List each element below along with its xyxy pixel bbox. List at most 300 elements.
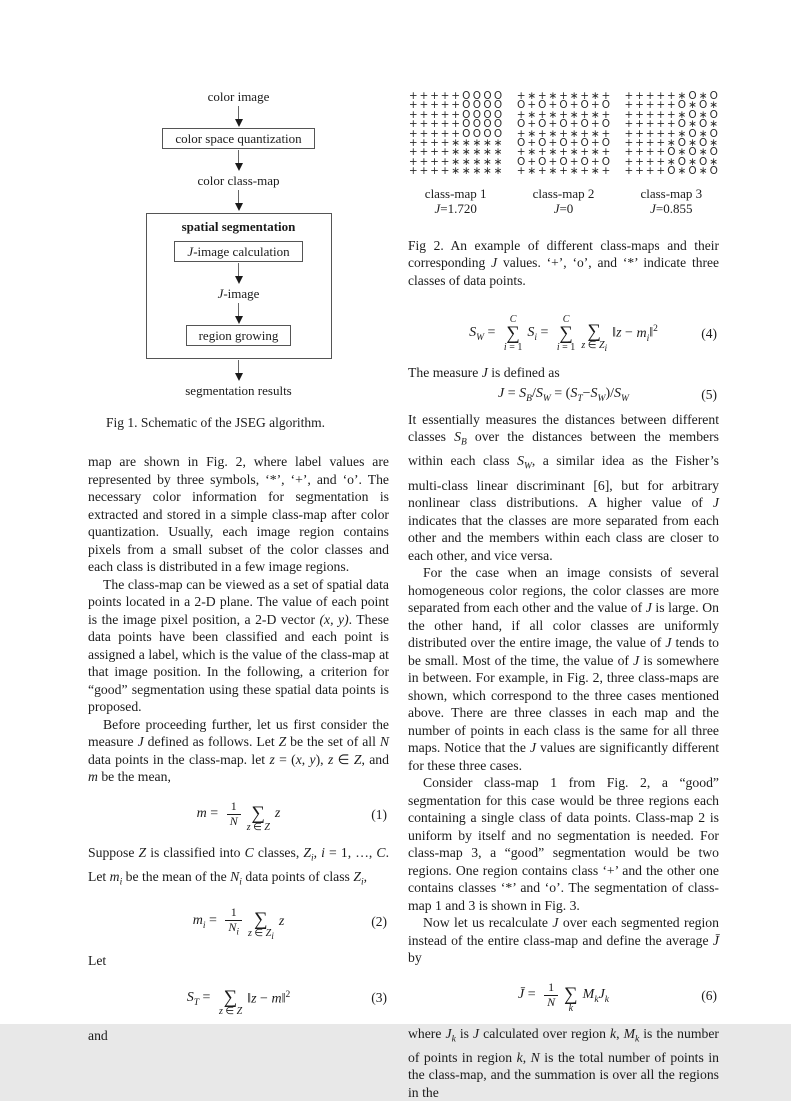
map-symbol: ∗	[461, 167, 472, 176]
map-symbol: +	[429, 148, 440, 157]
paragraph-measure-defined: The measure J is defined as	[408, 364, 719, 382]
map-symbol: O	[677, 158, 688, 167]
word-let: Let	[88, 952, 389, 970]
arrow-head	[235, 276, 243, 284]
map-symbol: O	[472, 130, 483, 139]
flow-label-j-image: J-image	[218, 285, 260, 302]
map-symbol: O	[687, 167, 698, 176]
map-symbol: ∗	[677, 167, 688, 176]
map-symbol: +	[419, 101, 430, 110]
map-symbol: ∗	[708, 158, 719, 167]
map-symbol: O	[472, 111, 483, 120]
map-symbol: +	[569, 101, 580, 110]
map-symbol: +	[548, 101, 559, 110]
map-symbol: +	[408, 111, 419, 120]
map-symbol: +	[666, 130, 677, 139]
map-symbol: +	[634, 111, 645, 120]
map-symbol: +	[429, 120, 440, 129]
map-symbol: +	[590, 120, 601, 129]
map-symbol: +	[429, 139, 440, 148]
eq-term: m =	[197, 806, 222, 822]
map-symbol: O	[516, 120, 527, 129]
grid-row	[516, 167, 611, 176]
equation-5	[408, 385, 719, 405]
map-symbol: O	[493, 101, 504, 110]
map-symbol: ∗	[569, 167, 580, 176]
map-symbol: +	[408, 92, 419, 101]
map-symbol: O	[708, 111, 719, 120]
map-symbol: O	[537, 101, 548, 110]
map-symbol: O	[493, 92, 504, 101]
map-symbol: +	[408, 101, 419, 110]
map-symbol: +	[655, 101, 666, 110]
map-symbol: ∗	[472, 167, 483, 176]
map-symbol: +	[440, 120, 451, 129]
equation-body	[197, 795, 281, 834]
left-column	[88, 88, 389, 1047]
classmap-3-label: class-map 3	[640, 186, 702, 201]
map-symbol: ∗	[698, 130, 709, 139]
word-and: and	[88, 1027, 389, 1045]
map-symbol: ∗	[482, 139, 493, 148]
map-symbol: +	[579, 111, 590, 120]
flow-box-region-growing: region growing	[186, 325, 292, 346]
map-symbol: ∗	[526, 167, 537, 176]
map-symbol: ∗	[548, 167, 559, 176]
map-symbol: O	[601, 158, 612, 167]
map-symbol: +	[601, 167, 612, 176]
paragraph-for-the-case: For the case when an image consists of several homogeneous color regions, the color classes are more separated from each other and the value of J is large. On the other hand, if all color classes are uniformly distributed over the entire image, the value of J tends to be small. Most of the time, the value of J is somewhere in between. For example, in Fig. 2, three class-maps are shown, which correspond to the three cases mentioned above. There are three classes in each map and the number of points in each class is the same for all three maps. Notice that the J values are significantly different for these three cases.	[408, 564, 719, 774]
map-symbol: O	[601, 101, 612, 110]
map-symbol: +	[645, 158, 656, 167]
map-symbol: O	[579, 158, 590, 167]
eq-term: $M_kJ_k$	[583, 987, 609, 1005]
arrow-head	[235, 163, 243, 171]
map-symbol: ∗	[590, 130, 601, 139]
map-symbol: +	[645, 92, 656, 101]
map-symbol: ∗	[461, 139, 472, 148]
classmap-1-grid	[408, 92, 503, 177]
figure1-flowchart	[88, 88, 389, 399]
map-symbol: +	[440, 101, 451, 110]
map-symbol: O	[708, 167, 719, 176]
down-arrow-icon	[235, 150, 243, 171]
map-symbol: +	[655, 148, 666, 157]
map-symbol: O	[493, 111, 504, 120]
map-symbol: +	[645, 139, 656, 148]
map-symbol: +	[440, 139, 451, 148]
map-symbol: ∗	[698, 167, 709, 176]
map-symbol: O	[687, 111, 698, 120]
map-symbol: O	[516, 101, 527, 110]
arrow-head	[235, 119, 243, 127]
arrow-head	[235, 203, 243, 211]
classmap-3-grid	[624, 92, 719, 177]
map-symbol: +	[579, 92, 590, 101]
equation-2	[88, 901, 389, 943]
map-symbol: ∗	[548, 92, 559, 101]
map-symbol: +	[624, 167, 635, 176]
figure2-caption: Fig 2. An example of different class-maps and their corresponding J values. ‘+’, ‘o’, and ‘*’ indicate three classes of data points.	[408, 237, 719, 290]
map-symbol: O	[461, 111, 472, 120]
map-symbol: +	[590, 101, 601, 110]
equation-6	[408, 976, 719, 1016]
eq-term: $S_W$ =	[469, 325, 499, 343]
eq-term: $S_T$ =	[187, 990, 214, 1008]
map-symbol: ∗	[450, 167, 461, 176]
map-symbol: +	[666, 92, 677, 101]
grid-row	[624, 167, 719, 176]
equation-4	[408, 313, 719, 355]
figure2-classmaps	[408, 92, 719, 217]
map-symbol: +	[590, 139, 601, 148]
map-symbol: ∗	[569, 111, 580, 120]
map-symbol: O	[677, 120, 688, 129]
equation-number: (2)	[371, 914, 387, 930]
map-symbol: O	[698, 158, 709, 167]
map-symbol: +	[537, 111, 548, 120]
down-arrow-icon	[235, 106, 243, 127]
map-symbol: +	[601, 130, 612, 139]
map-symbol: ∗	[666, 158, 677, 167]
arrow-head	[235, 373, 243, 381]
map-symbol: ∗	[590, 148, 601, 157]
map-symbol: ∗	[526, 148, 537, 157]
map-symbol: +	[419, 139, 430, 148]
classmap-1	[408, 92, 503, 217]
map-symbol: +	[419, 167, 430, 176]
map-symbol: +	[655, 111, 666, 120]
fraction: $\frac{1}{N}$	[544, 981, 558, 1010]
map-symbol: O	[461, 101, 472, 110]
map-symbol: O	[482, 92, 493, 101]
map-symbol: +	[666, 120, 677, 129]
map-symbol: +	[408, 158, 419, 167]
summation: ∑ k	[564, 976, 578, 1015]
map-symbol: ∗	[708, 120, 719, 129]
map-symbol: ∗	[677, 130, 688, 139]
map-symbol: +	[558, 111, 569, 120]
map-symbol: +	[450, 130, 461, 139]
paragraph-map-shown: map are shown in Fig. 2, where label values are represented by three symbols, ‘*’, ‘+’, and ‘o’. The necessary color information for segmentation is extracted and stored in a simple class-map after color quantization. Usually, each image region contains pixels from a small subset of the color classes and each class is distributed in a few image regions.	[88, 453, 389, 576]
classmap-2-label: class-map 2	[533, 186, 595, 201]
flow-box-spatial-segmentation	[146, 213, 332, 359]
map-symbol: +	[624, 111, 635, 120]
map-symbol: +	[558, 167, 569, 176]
map-symbol: +	[634, 158, 645, 167]
map-symbol: +	[624, 101, 635, 110]
map-symbol: O	[601, 139, 612, 148]
map-symbol: O	[687, 130, 698, 139]
map-symbol: +	[634, 101, 645, 110]
down-arrow-icon	[235, 263, 243, 284]
map-symbol: +	[429, 92, 440, 101]
map-symbol: +	[419, 148, 430, 157]
map-symbol: ∗	[698, 92, 709, 101]
map-symbol: O	[558, 120, 569, 129]
map-symbol: ∗	[461, 158, 472, 167]
fraction: $\frac{1}{N_i}$	[225, 906, 242, 938]
map-symbol: +	[516, 148, 527, 157]
map-symbol: ∗	[590, 111, 601, 120]
map-symbol: ∗	[548, 130, 559, 139]
equation-body	[498, 386, 629, 404]
map-symbol: +	[408, 148, 419, 157]
paragraph-consider-classmap: Consider class-map 1 from Fig. 2, a “good” segmentation for this case would be three regions each containing a single class of data points. Class-map 2 is uniform by itself and no segmentation is needed. For class-map 3, a “good” segmentation would be two regions. One region contains class ‘+’ and the other one contains classes ‘*’ and ‘o’. The segmentation of class-map 1 and 3 is shown in Fig. 3.	[408, 774, 719, 914]
map-symbol: ∗	[450, 158, 461, 167]
map-symbol: O	[708, 92, 719, 101]
map-symbol: +	[537, 130, 548, 139]
map-symbol: ∗	[569, 148, 580, 157]
map-symbol: ∗	[708, 101, 719, 110]
map-symbol: +	[634, 130, 645, 139]
equation-number: (5)	[701, 387, 717, 403]
map-symbol: O	[666, 167, 677, 176]
paragraph-where-jk: where $J_k$ is J calculated over region k, $M_k$ is the number of points in region k, N is the total number of points in the class-map, and the summation is over all the regions in the	[408, 1025, 719, 1101]
map-symbol: +	[408, 167, 419, 176]
eq-term: ‖z − m‖$^2$	[247, 990, 290, 1008]
map-symbol: ∗	[526, 130, 537, 139]
map-symbol: ∗	[493, 158, 504, 167]
map-symbol: ∗	[526, 111, 537, 120]
right-column	[408, 92, 719, 1101]
map-symbol: ∗	[482, 148, 493, 157]
map-symbol: +	[419, 92, 430, 101]
map-symbol: O	[537, 120, 548, 129]
eq-term: ‖z − $m_i‖^2$	[612, 324, 658, 343]
paragraph-essentially-measures: It essentially measures the distances between different classes $S_B$ over the distances between the members within each class $S_W$, a similar idea as the Fisher’s multi-class linear discriminant [6], but for arbitrary nonlinear class distributions. A higher value of J indicates that the classes are more separated from each other and the members within each class are closer to each other, and vice versa.	[408, 411, 719, 564]
map-symbol: +	[624, 139, 635, 148]
map-symbol: ∗	[590, 92, 601, 101]
flow-label-color-image: color image	[208, 88, 270, 105]
classmap-2-grid	[516, 92, 611, 177]
map-symbol: +	[429, 158, 440, 167]
map-symbol: +	[408, 130, 419, 139]
classmap-1-jvalue: J=1.720	[434, 201, 476, 217]
map-symbol: +	[624, 148, 635, 157]
map-symbol: O	[601, 120, 612, 129]
map-symbol: ∗	[687, 139, 698, 148]
map-symbol: +	[408, 139, 419, 148]
flow-label-color-class-map: color class-map	[198, 172, 280, 189]
map-symbol: O	[493, 130, 504, 139]
map-symbol: O	[666, 148, 677, 157]
map-symbol: O	[493, 120, 504, 129]
map-symbol: ∗	[493, 167, 504, 176]
map-symbol: +	[634, 148, 645, 157]
map-symbol: O	[482, 130, 493, 139]
map-symbol: +	[655, 167, 666, 176]
flow-box-j-image-calculation: J-image calculation	[174, 241, 302, 262]
map-symbol: ∗	[677, 92, 688, 101]
summation: ∑ z ∈ $Z_i$	[581, 313, 607, 355]
paragraph-now-recalculate: Now let us recalculate J over each segmented region instead of the entire class-map and define the average J̄ by	[408, 914, 719, 967]
map-symbol: ∗	[472, 139, 483, 148]
map-symbol: O	[537, 158, 548, 167]
map-symbol: +	[645, 120, 656, 129]
flow-label-segmentation-results: segmentation results	[185, 382, 292, 399]
map-symbol: +	[419, 120, 430, 129]
map-symbol: O	[482, 111, 493, 120]
map-symbol: ∗	[461, 148, 472, 157]
map-symbol: +	[645, 148, 656, 157]
map-symbol: +	[450, 101, 461, 110]
map-symbol: +	[537, 167, 548, 176]
flow-box-color-space-quantization: color space quantization	[162, 128, 314, 149]
map-symbol: +	[516, 130, 527, 139]
map-symbol: O	[558, 101, 569, 110]
map-symbol: +	[634, 92, 645, 101]
eq-term: $J = S_B/S_W = (S_T-S_W)/S_W$	[498, 386, 629, 404]
arrow-head	[235, 316, 243, 324]
map-symbol: ∗	[482, 167, 493, 176]
map-symbol: +	[558, 130, 569, 139]
map-symbol: O	[482, 120, 493, 129]
map-symbol: ∗	[493, 139, 504, 148]
classmap-2-jvalue: J=0	[554, 201, 574, 217]
map-symbol: ∗	[666, 139, 677, 148]
map-symbol: O	[461, 120, 472, 129]
map-symbol: O	[579, 139, 590, 148]
map-symbol: ∗	[472, 148, 483, 157]
map-symbol: ∗	[548, 148, 559, 157]
map-symbol: +	[537, 92, 548, 101]
map-symbol: O	[558, 158, 569, 167]
map-symbol: +	[526, 120, 537, 129]
equation-body	[193, 901, 285, 943]
map-symbol: ∗	[687, 101, 698, 110]
map-symbol: +	[516, 167, 527, 176]
map-symbol: +	[645, 111, 656, 120]
map-symbol: ∗	[687, 158, 698, 167]
map-symbol: O	[698, 101, 709, 110]
classmap-3-jvalue: J=0.855	[650, 201, 692, 217]
map-symbol: +	[579, 130, 590, 139]
figure1-caption: Fig 1. Schematic of the JSEG algorithm.	[88, 415, 389, 431]
map-symbol: ∗	[548, 111, 559, 120]
down-arrow-icon	[235, 190, 243, 211]
map-symbol: ∗	[450, 139, 461, 148]
map-symbol: ∗	[698, 111, 709, 120]
map-symbol: +	[558, 148, 569, 157]
map-symbol: +	[548, 139, 559, 148]
map-symbol: +	[440, 92, 451, 101]
arrow-stem	[238, 190, 239, 203]
eq-term: z	[275, 806, 280, 822]
paragraph-classmap-viewed: The class-map can be viewed as a set of spatial data points located in a 2-D plane. The value of each point is the image pixel position, a 2-D vector (x, y). These data points have been classified and each point is assigned a label, which is the value of the class-map at that image position. In the following, a criterion for “good” segmentation using these spatial data points is proposed.	[88, 576, 389, 716]
map-symbol: O	[677, 101, 688, 110]
map-symbol: +	[624, 92, 635, 101]
map-symbol: +	[516, 111, 527, 120]
map-symbol: +	[450, 111, 461, 120]
map-symbol: +	[429, 130, 440, 139]
summation: ∑ z ∈ Z	[219, 979, 242, 1018]
map-symbol: +	[569, 158, 580, 167]
map-symbol: +	[569, 120, 580, 129]
equation-body	[469, 313, 658, 355]
map-symbol: +	[558, 92, 569, 101]
equation-3	[88, 978, 389, 1018]
map-symbol: +	[645, 101, 656, 110]
map-symbol: +	[537, 148, 548, 157]
map-symbol: +	[440, 158, 451, 167]
fraction: $\frac{1}{N}$	[227, 800, 241, 829]
map-symbol: +	[601, 148, 612, 157]
equation-1	[88, 795, 389, 835]
map-symbol: +	[634, 167, 645, 176]
map-symbol: +	[579, 167, 590, 176]
map-symbol: +	[624, 120, 635, 129]
equation-number: (3)	[371, 990, 387, 1006]
map-symbol: +	[601, 111, 612, 120]
map-symbol: +	[429, 111, 440, 120]
map-symbol: +	[634, 139, 645, 148]
map-symbol: +	[440, 130, 451, 139]
map-symbol: ∗	[526, 92, 537, 101]
map-symbol: +	[601, 92, 612, 101]
map-symbol: +	[450, 92, 461, 101]
map-symbol: ∗	[687, 120, 698, 129]
map-symbol: +	[645, 130, 656, 139]
map-symbol: ∗	[569, 92, 580, 101]
map-symbol: +	[634, 120, 645, 129]
map-symbol: ∗	[698, 148, 709, 157]
flow-title-spatial-segmentation: spatial segmentation	[182, 219, 296, 234]
classmap-1-label: class-map 1	[425, 186, 487, 201]
eq-term: z	[279, 914, 284, 930]
map-symbol: O	[708, 130, 719, 139]
down-arrow-icon	[235, 303, 243, 324]
map-symbol: +	[548, 120, 559, 129]
map-symbol: O	[516, 139, 527, 148]
grid-row	[408, 167, 503, 176]
map-symbol: +	[419, 158, 430, 167]
map-symbol: +	[548, 158, 559, 167]
map-symbol: +	[655, 158, 666, 167]
map-symbol: +	[440, 111, 451, 120]
map-symbol: +	[590, 158, 601, 167]
map-symbol: +	[450, 120, 461, 129]
arrow-stem	[238, 150, 239, 163]
map-symbol: ∗	[450, 148, 461, 157]
map-symbol: +	[408, 120, 419, 129]
map-symbol: ∗	[677, 111, 688, 120]
classmap-2	[516, 92, 611, 217]
eq-term: $S_i$ =	[527, 325, 552, 343]
map-symbol: O	[677, 139, 688, 148]
map-symbol: O	[482, 101, 493, 110]
map-symbol: +	[666, 111, 677, 120]
map-symbol: ∗	[677, 148, 688, 157]
map-symbol: O	[708, 148, 719, 157]
map-symbol: +	[655, 130, 666, 139]
eq-term: $m_i$ =	[193, 913, 221, 931]
summation: ∑ z ∈ Z	[247, 795, 270, 834]
map-symbol: O	[579, 101, 590, 110]
map-symbol: O	[472, 101, 483, 110]
map-symbol: +	[645, 167, 656, 176]
map-symbol: O	[687, 148, 698, 157]
classmap-3	[624, 92, 719, 217]
map-symbol: +	[526, 158, 537, 167]
map-symbol: ∗	[482, 158, 493, 167]
map-symbol: O	[461, 130, 472, 139]
map-symbol: O	[537, 139, 548, 148]
summation: C ∑ i = 1	[557, 315, 575, 354]
arrow-stem	[238, 360, 239, 373]
map-symbol: +	[526, 101, 537, 110]
map-symbol: O	[579, 120, 590, 129]
